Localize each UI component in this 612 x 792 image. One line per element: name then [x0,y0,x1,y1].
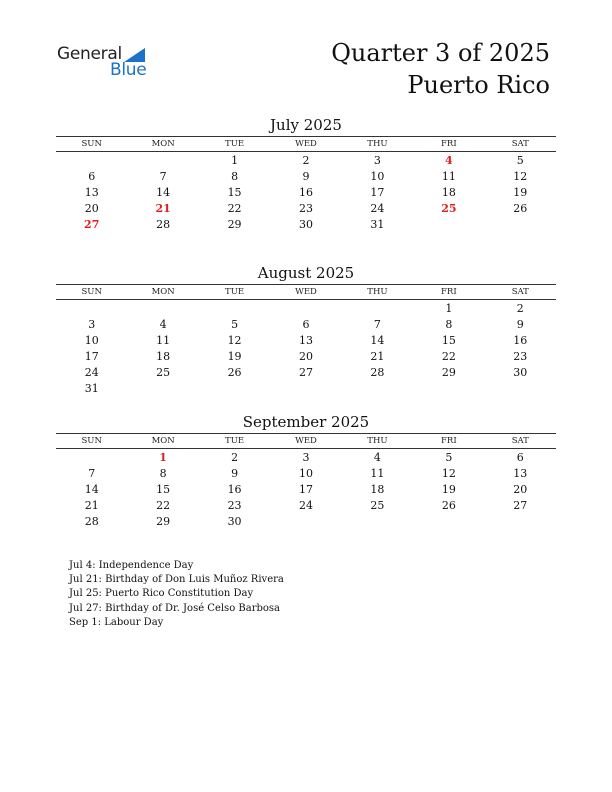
weekday-header [56,433,556,449]
month-september [56,412,556,531]
day-cell: 3 [302,451,310,464]
empty-cell [127,154,198,170]
day-cell: 8 [445,318,453,331]
logo-blue-text: Blue [110,60,147,80]
day-cell: 15 [156,483,171,496]
day-grid [56,451,556,531]
day-cell: 31 [370,218,385,231]
weekday-label: MON [151,287,175,297]
weekday-header [56,284,556,300]
weekday-label: SUN [81,436,102,446]
day-cell: 22 [441,350,456,363]
month-august [56,263,556,398]
weekday-label: FRI [441,287,457,297]
month-title: July 2025 [270,116,342,134]
weekday-label: SAT [511,287,529,297]
day-cell: 28 [84,515,99,528]
day-cell: 10 [370,170,385,183]
day-cell: 23 [298,202,313,215]
day-cell: 5 [231,318,239,331]
empty-cell [56,154,127,170]
day-cell: 29 [227,218,242,231]
day-cell: 14 [84,483,99,496]
day-cell: 26 [441,499,456,512]
day-cell: 24 [84,366,99,379]
day-cell: 9 [516,318,524,331]
day-cell: 18 [441,186,456,199]
day-cell: 16 [298,186,313,199]
holiday-item: Sep 1: Labour Day [69,616,164,628]
day-cell: 28 [370,366,385,379]
month-july [56,115,556,234]
holiday-list [69,559,284,630]
weekday-label: FRI [441,139,457,149]
day-cell: 20 [513,483,528,496]
weekday-label: WED [295,139,317,149]
weekday-label: MON [151,139,175,149]
day-cell: 22 [156,499,171,512]
day-cell: 27 [84,218,100,231]
month-title: August 2025 [257,264,355,282]
quarter-title: Quarter 3 of 2025 [331,39,550,67]
empty-cell [342,302,413,318]
day-cell: 11 [370,467,385,480]
day-cell: 24 [298,499,313,512]
day-cell: 29 [441,366,456,379]
weekday-label: WED [295,287,317,297]
day-cell: 22 [227,202,242,215]
logo-general-text: General [57,44,122,64]
day-cell: 28 [156,218,171,231]
day-cell: 2 [231,451,239,464]
day-cell: 21 [84,499,99,512]
day-cell: 9 [231,467,239,480]
empty-cell [485,218,556,234]
empty-cell [56,451,127,467]
day-cell: 7 [373,318,381,331]
empty-cell [485,382,556,398]
day-grid [56,154,556,234]
day-cell: 8 [231,170,239,183]
day-cell: 6 [88,170,96,183]
weekday-label: THU [367,287,388,297]
day-cell: 12 [227,334,242,347]
day-cell: 18 [370,483,385,496]
weekday-header [56,136,556,152]
day-cell: 24 [370,202,385,215]
logo [57,44,157,84]
day-cell: 17 [84,350,99,363]
empty-cell [342,515,413,531]
empty-cell [485,515,556,531]
empty-cell [270,302,341,318]
day-cell: 15 [227,186,242,199]
day-cell: 21 [370,350,385,363]
day-cell: 3 [88,318,96,331]
empty-cell [270,515,341,531]
empty-cell [413,515,484,531]
holiday-item: Jul 25: Puerto Rico Constitution Day [69,588,254,600]
page-title [331,37,550,101]
empty-cell [413,382,484,398]
day-cell: 26 [513,202,528,215]
weekday-label: SUN [81,139,102,149]
day-cell: 16 [227,483,242,496]
day-cell: 7 [88,467,96,480]
day-cell: 15 [441,334,456,347]
day-cell: 4 [445,154,453,167]
country-title: Puerto Rico [407,71,550,99]
day-cell: 17 [370,186,385,199]
day-grid [56,302,556,398]
weekday-label: SUN [81,287,102,297]
day-cell: 25 [370,499,385,512]
weekday-label: TUE [225,139,245,149]
empty-cell [127,302,198,318]
day-cell: 19 [227,350,242,363]
weekday-label: SAT [511,436,529,446]
month-title: September 2025 [242,413,370,431]
day-cell: 5 [445,451,453,464]
day-cell: 11 [441,170,456,183]
day-cell: 9 [302,170,310,183]
empty-cell [342,382,413,398]
day-cell: 4 [159,318,167,331]
holiday-item: Jul 4: Independence Day [69,560,194,571]
day-cell: 25 [156,366,171,379]
day-cell: 13 [298,334,313,347]
day-cell: 23 [227,499,242,512]
day-cell: 14 [370,334,385,347]
day-cell: 29 [156,515,171,528]
weekday-label: SAT [511,139,529,149]
day-cell: 1 [159,451,167,464]
day-cell: 1 [445,302,453,315]
day-cell: 20 [298,350,313,363]
day-cell: 4 [373,451,381,464]
empty-cell [413,218,484,234]
day-cell: 10 [84,334,99,347]
day-cell: 20 [84,202,99,215]
empty-cell [127,382,198,398]
day-cell: 1 [231,154,239,167]
day-cell: 19 [513,186,528,199]
day-cell: 18 [156,350,171,363]
day-cell: 5 [516,154,524,167]
day-cell: 6 [302,318,310,331]
day-cell: 3 [373,154,381,167]
day-cell: 13 [84,186,99,199]
day-cell: 13 [513,467,528,480]
weekday-label: THU [367,436,388,446]
day-cell: 19 [441,483,456,496]
day-cell: 10 [298,467,313,480]
day-cell: 12 [441,467,456,480]
day-cell: 12 [513,170,528,183]
weekday-label: TUE [225,287,245,297]
empty-cell [199,382,270,398]
day-cell: 2 [516,302,524,315]
day-cell: 7 [159,170,167,183]
empty-cell [199,302,270,318]
day-cell: 14 [156,186,171,199]
day-cell: 17 [298,483,313,496]
weekday-label: THU [367,139,388,149]
day-cell: 27 [513,499,528,512]
day-cell: 25 [441,202,457,215]
weekday-label: MON [151,436,175,446]
holiday-item: Jul 27: Birthday of Dr. José Celso Barbosa [69,602,280,614]
weekday-label: FRI [441,436,457,446]
holiday-item: Jul 21: Birthday of Don Luis Muñoz Rivera [69,574,284,586]
day-cell: 27 [298,366,313,379]
weekday-label: WED [295,436,317,446]
empty-cell [56,302,127,318]
day-cell: 26 [227,366,242,379]
day-cell: 30 [298,218,313,231]
day-cell: 30 [513,366,528,379]
day-cell: 16 [513,334,528,347]
day-cell: 31 [84,382,99,395]
day-cell: 11 [156,334,171,347]
empty-cell [270,382,341,398]
day-cell: 8 [159,467,167,480]
day-cell: 21 [155,202,171,215]
day-cell: 30 [227,515,242,528]
day-cell: 2 [302,154,310,167]
day-cell: 23 [513,350,528,363]
weekday-label: TUE [225,436,245,446]
day-cell: 6 [516,451,524,464]
